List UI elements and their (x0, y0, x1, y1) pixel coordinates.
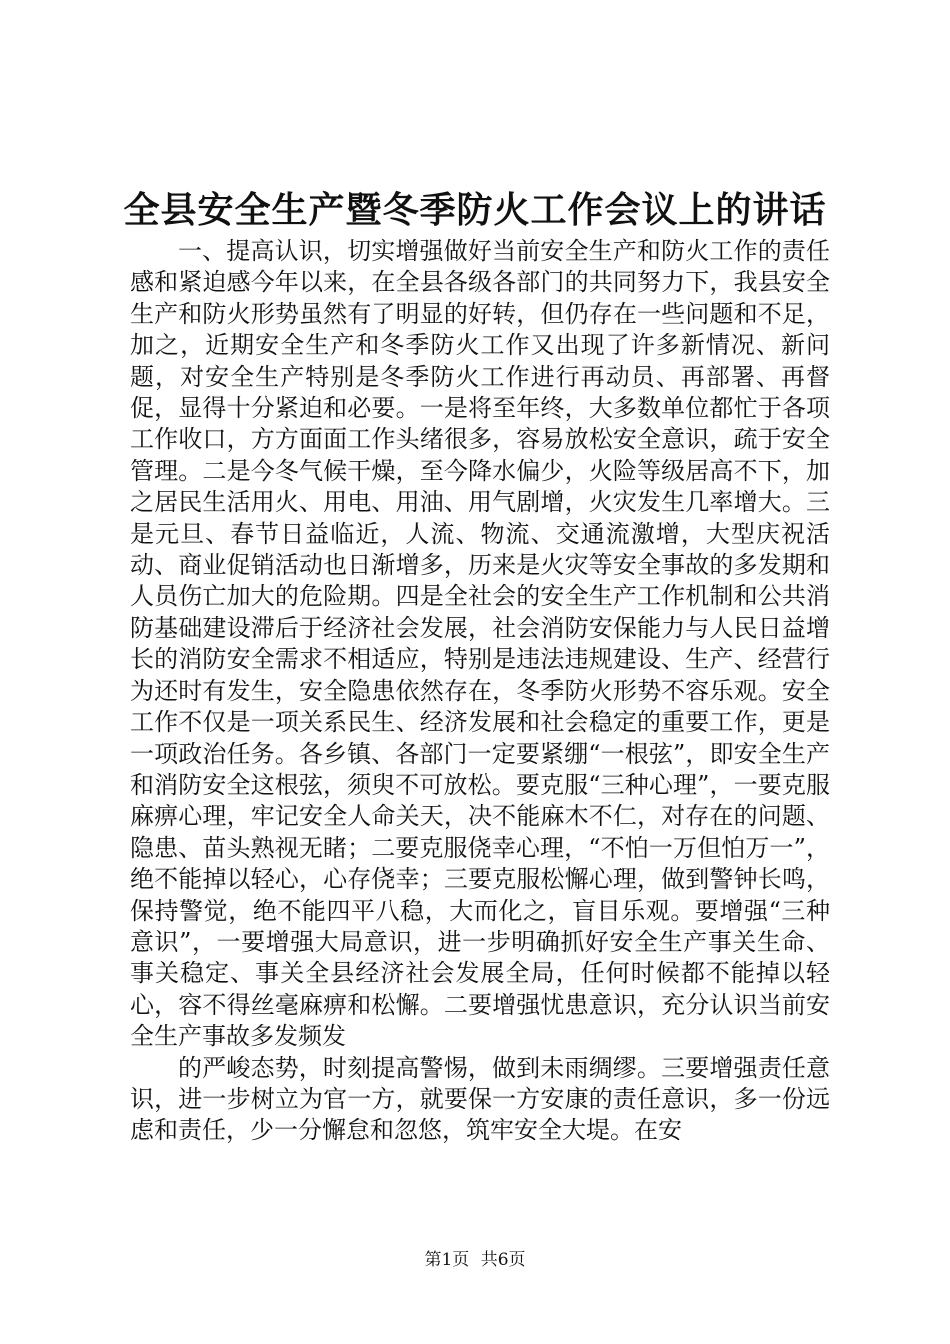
body-paragraph-1: 一、提高认识，切实增强做好当前安全生产和防火工作的责任感和紧迫感今年以来，在全县各级各部门的共同努力下，我县安全生产和防火形势虽然有了明显的好转，但仍存在一些问题和不足，加之，近期安全生产和冬季防火工作又出现了许多新情况、新问题，对安全生产特别是冬季防火工作进行再动员、再部署、再督促，显得十分紧迫和必要。一是将至年终，大多数单位都忙于各项工作收口，方方面面工作头绪很多，容易放松安全意识，疏于安全管理。二是今冬气候干燥，至今降水偏少，火险等级居高不下，加之居民生活用火、用电、用油、用气剧增，火灾发生几率增大。三是元旦、春节日益临近，人流、物流、交通流激增，大型庆祝活动、商业促销活动也日渐增多，历来是火灾等安全事故的多发期和人员伤亡加大的危险期。四是全社会的安全生产工作机制和公共消防基础建设滞后于经济社会发展，社会消防安保能力与人民日益增长的消防安全需求不相适应，特别是违法违规建设、生产、经营行为还时有发生，安全隐患依然存在，冬季防火形势不容乐观。安全工作不仅是一项关系民生、经济发展和社会稳定的重要工作，更是一项政治任务。各乡镇、各部门一定要紧绷“一根弦”，即安全生产和消防安全这根弦，须臾不可放松。要克服“三种心理”，一要克服麻痹心理，牢记安全人命关天，决不能麻木不仁，对存在的问题、隐患、苗头熟视无睹；二要克服侥幸心理，“不怕一万但怕万一”，绝不能掉以轻心，心存侥幸；三要克服松懈心理，做到警钟长鸣，保持警觉，绝不能四平八稳，大而化之，盲目乐观。要增强“三种意识”，一要增强大局意识，进一步明确抓好安全生产事关生命、事关稳定、事关全县经济社会发展全局，任何时候都不能掉以轻心，容不得丝毫麻痹和松懈。二要增强忧患意识，充分认识当前安全生产事故多发频发 (130, 237, 830, 1051)
body-paragraph-2: 的严峻态势，时刻提高警惕，做到未雨绸缪。三要增强责任意识，进一步树立为官一方，就要保一方安康的责任意识，多一份远虑和责任，少一分懈怠和忽悠，筑牢安全大堤。在安 (130, 1053, 830, 1145)
page-footer (0, 1248, 950, 1272)
document-title: 全县安全生产暨冬季防火工作会议上的讲话 (123, 189, 827, 231)
page-number: 第1页 (424, 1250, 470, 1270)
document-body (130, 236, 830, 1147)
page-total: 共6页 (480, 1250, 526, 1270)
